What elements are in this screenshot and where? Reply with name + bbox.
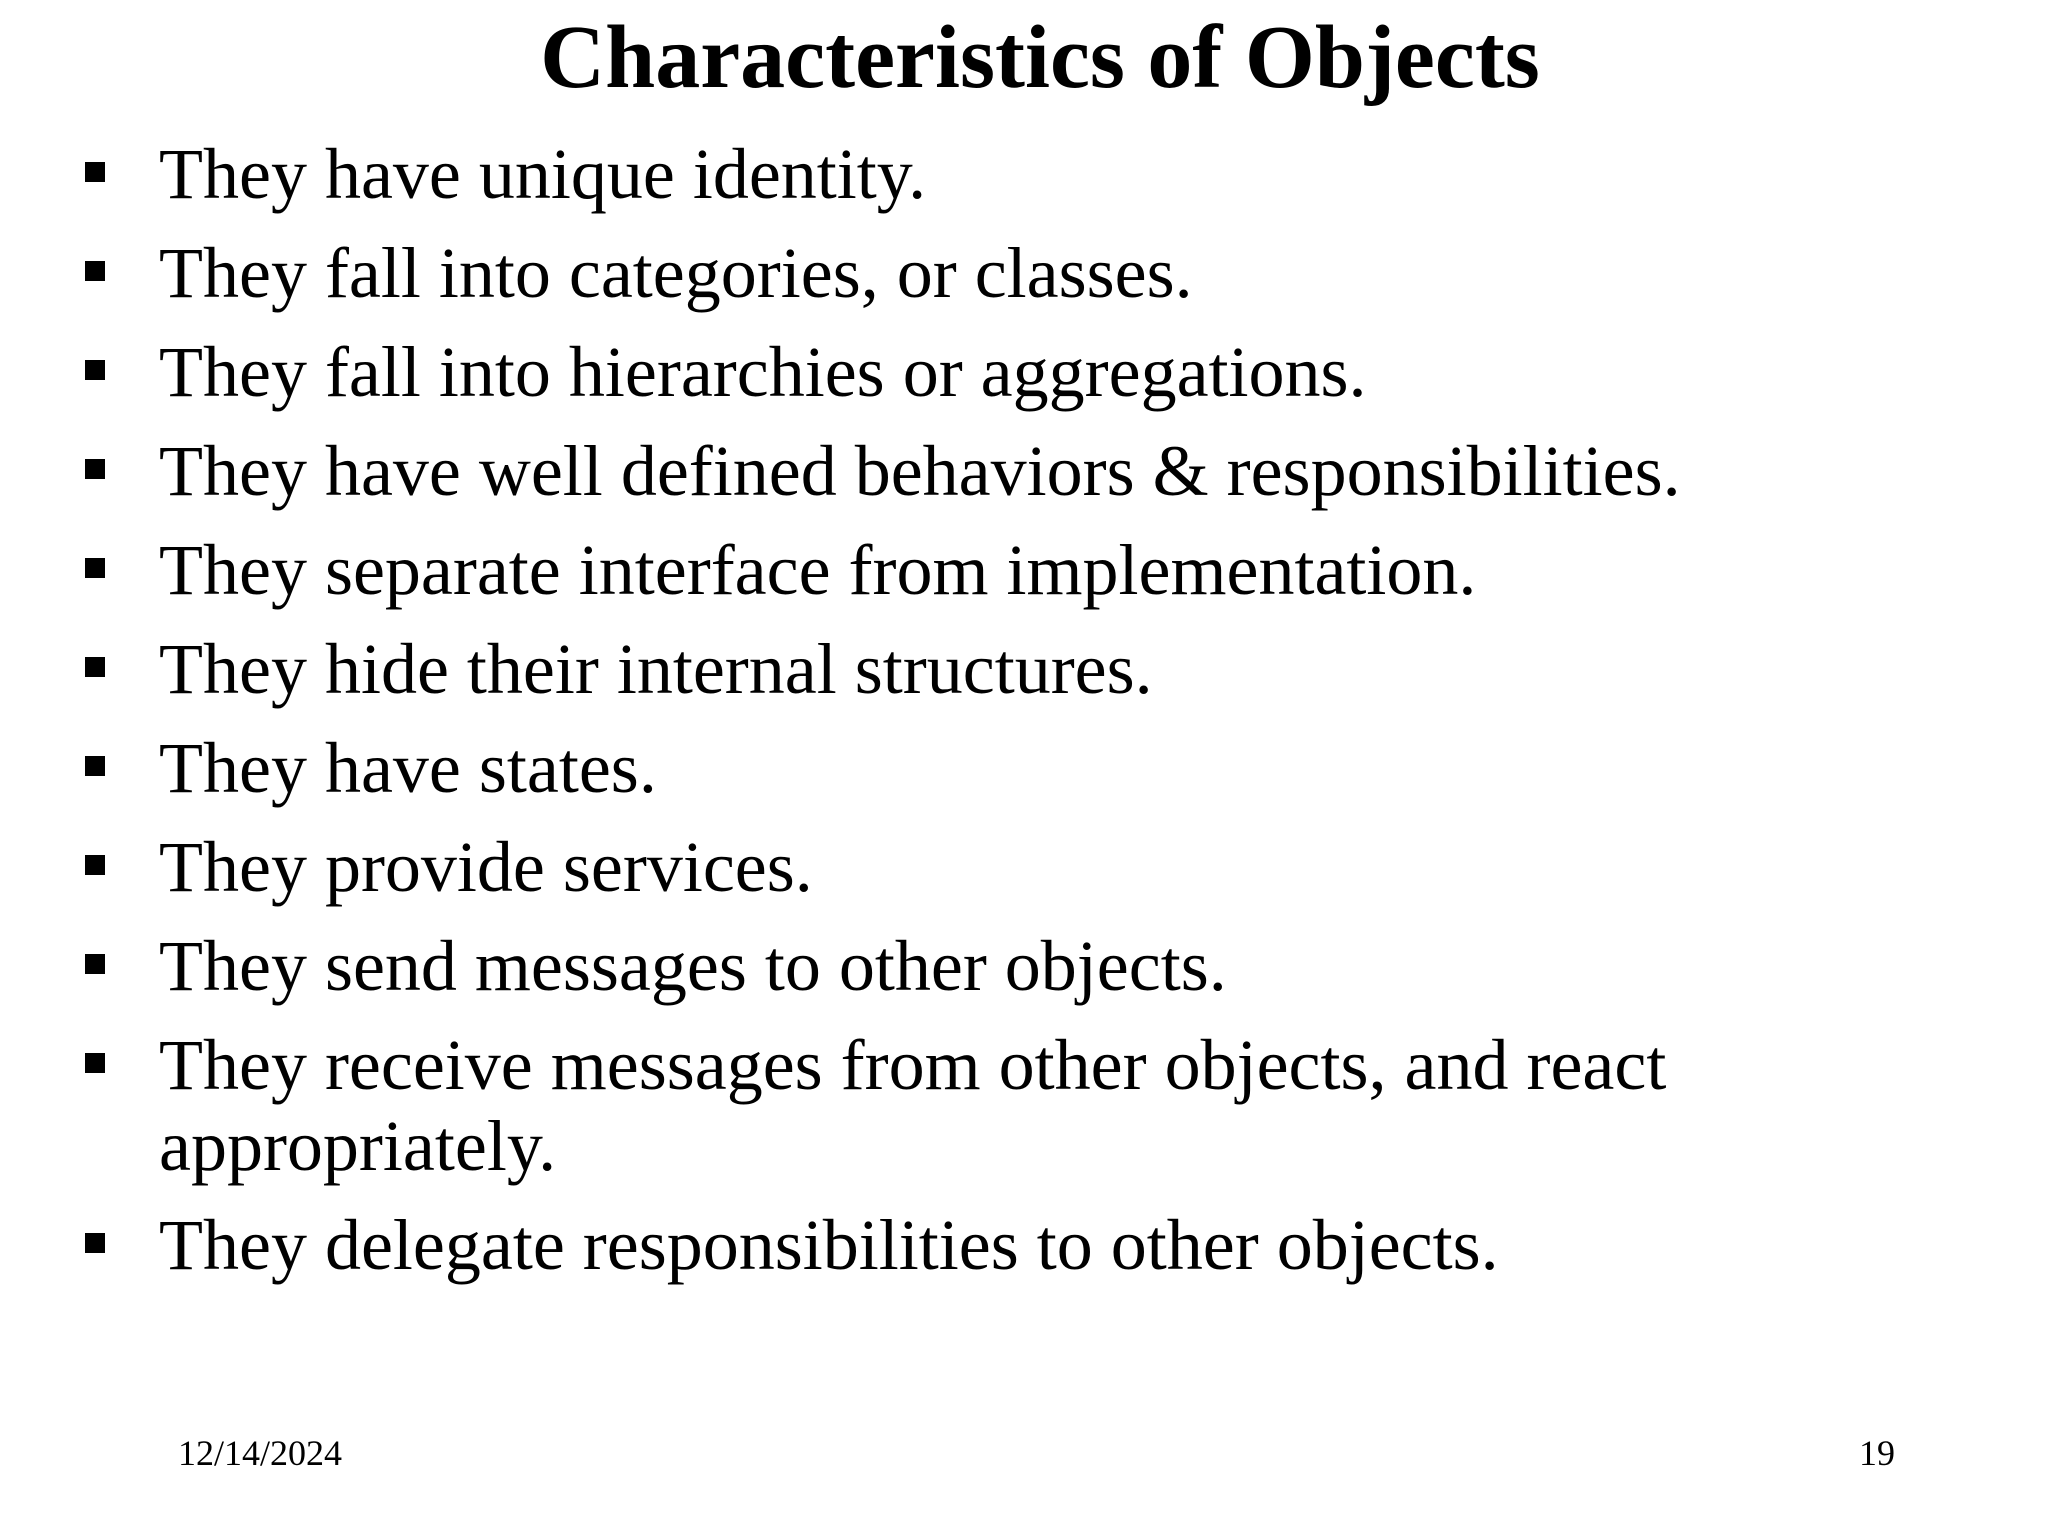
- bullet-text: They provide services.: [159, 827, 813, 907]
- bullet-item: [80, 1025, 1960, 1187]
- page-number: 19: [1859, 1433, 1895, 1473]
- bullet-text: They receive messages from other objects, and react appropriately.: [159, 1025, 1667, 1186]
- bullet-item: [80, 629, 1960, 710]
- bullet-item: [80, 431, 1960, 512]
- square-bullet-icon: [85, 954, 105, 974]
- bullet-item: [80, 728, 1960, 809]
- bullet-item: [80, 530, 1960, 611]
- bullet-item: [80, 134, 1960, 215]
- bullet-list: [80, 134, 1960, 1304]
- bullet-item: [80, 926, 1960, 1007]
- bullet-text: They have unique identity.: [159, 134, 927, 214]
- bullet-text: They fall into categories, or classes.: [159, 233, 1193, 313]
- bullet-text: They delegate responsibilities to other objects.: [159, 1205, 1499, 1285]
- square-bullet-icon: [85, 558, 105, 578]
- bullet-text: They send messages to other objects.: [159, 926, 1227, 1006]
- bullet-item: [80, 332, 1960, 413]
- square-bullet-icon: [85, 459, 105, 479]
- square-bullet-icon: [85, 756, 105, 776]
- bullet-text: They fall into hierarchies or aggregations.: [159, 332, 1367, 412]
- bullet-text: They have well defined behaviors & responsibilities.: [159, 431, 1681, 511]
- square-bullet-icon: [85, 360, 105, 380]
- bullet-item: [80, 233, 1960, 314]
- square-bullet-icon: [85, 1053, 105, 1073]
- slide-title: Characteristics of Objects: [540, 8, 1540, 107]
- bullet-item: [80, 1205, 1960, 1286]
- square-bullet-icon: [85, 162, 105, 182]
- square-bullet-icon: [85, 657, 105, 677]
- bullet-text: They separate interface from implementation.: [159, 530, 1477, 610]
- bullet-text: They hide their internal structures.: [159, 629, 1153, 709]
- square-bullet-icon: [85, 1233, 105, 1253]
- bullet-text: They have states.: [159, 728, 657, 808]
- square-bullet-icon: [85, 855, 105, 875]
- bullet-item: [80, 827, 1960, 908]
- square-bullet-icon: [85, 261, 105, 281]
- footer-date: 12/14/2024: [178, 1433, 343, 1473]
